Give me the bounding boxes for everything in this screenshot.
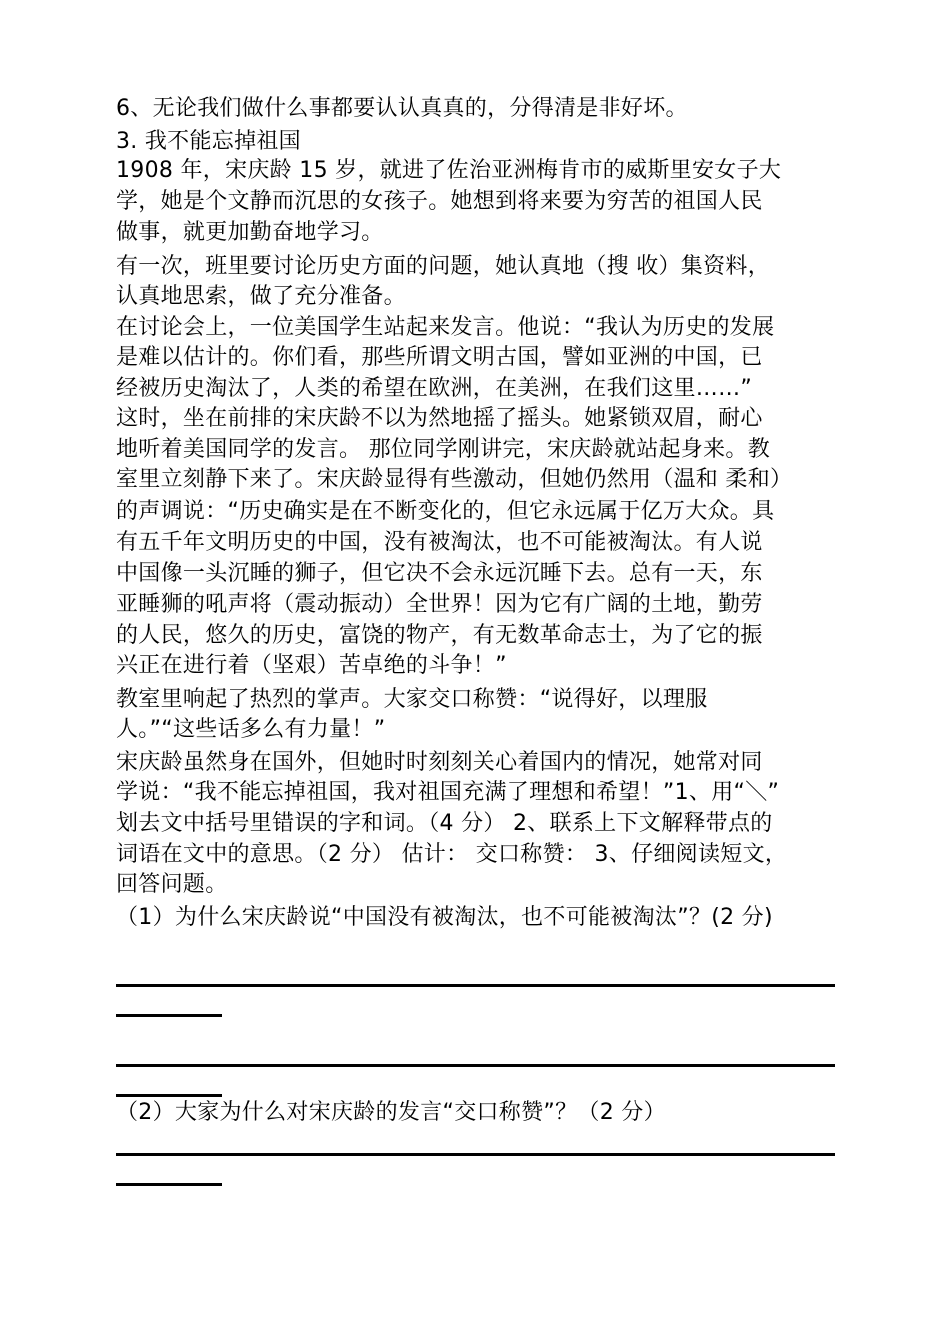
- text-line: 是难以估计的。你们看，那些所谓文明古国，譬如亚洲的中国，已: [116, 345, 763, 370]
- text-line: 学说：“我不能忘掉祖国，我对祖国充满了理想和希望！”1、用“＼”: [116, 780, 780, 805]
- text-line: 中国像一头沉睡的狮子，但它决不会永远沉睡下去。总有一天，东: [116, 561, 763, 586]
- text-line: 做事，就更加勤奋地学习。: [116, 220, 384, 245]
- text-line: 有一次，班里要讨论历史方面的问题，她认真地（搜 收）集资料，: [116, 254, 770, 279]
- text-line: 室里立刻静下来了。宋庆龄显得有些激动，但她仍然用（温和 柔和）: [116, 467, 793, 492]
- text-line: 划去文中括号里错误的字和词。（4 分） 2、联系上下文解释带点的: [116, 811, 773, 836]
- text-line: 的声调说：“历史确实是在不断变化的，但它永远属于亿万大众。具: [116, 499, 775, 524]
- text-line: 的人民，悠久的历史，富饶的物产，有无数革命志士，为了它的振: [116, 623, 763, 648]
- text-line: 兴正在进行着（坚艰）苦卓绝的斗争！”: [116, 653, 507, 678]
- text-line: 经被历史淘汰了，人类的希望在欧洲，在美洲，在我们这里……”: [116, 376, 753, 401]
- text-line: 1908 年，宋庆龄 15 岁，就进了佐治亚洲梅肯市的威斯里安女子大: [116, 158, 782, 183]
- answer-line: [116, 1064, 835, 1067]
- text-line: 认真地思索，做了充分准备。: [116, 284, 406, 309]
- answer-line: [116, 1094, 222, 1097]
- question-1: （1）为什么宋庆龄说“中国没有被淘汰，也不可能被淘汰”？(2 分): [116, 905, 773, 930]
- text-line: 教室里响起了热烈的掌声。大家交口称赞：“说得好，以理服: [116, 687, 708, 712]
- text-line: 亚睡狮的吼声将（震动振动）全世界！因为它有广阔的土地，勤劳: [116, 592, 763, 617]
- section-title: 3. 我不能忘掉祖国: [116, 129, 301, 154]
- question-2: （2）大家为什么对宋庆龄的发言“交口称赞”？（2 分）: [116, 1100, 666, 1125]
- text-line: 这时，坐在前排的宋庆龄不以为然地摇了摇头。她紧锁双眉，耐心: [116, 406, 763, 431]
- text-line: 学，她是个文静而沉思的女孩子。她想到将来要为穷苦的祖国人民: [116, 189, 763, 214]
- text-line: 6、无论我们做什么事都要认认真真的，分得清是非好坏。: [116, 96, 688, 121]
- answer-line: [116, 984, 835, 987]
- answer-line: [116, 1153, 835, 1156]
- text-line: 有五千年文明历史的中国，没有被淘汰，也不可能被淘汰。有人说: [116, 530, 763, 555]
- text-line: 人。”“这些话多么有力量！”: [116, 717, 386, 742]
- answer-line: [116, 1183, 222, 1186]
- text-line: 宋庆龄虽然身在国外，但她时时刻刻关心着国内的情况，她常对同: [116, 750, 763, 775]
- text-line: 词语在文中的意思。（2 分） 估计： 交口称赞： 3、仔细阅读短文，: [116, 842, 788, 867]
- text-line: 回答问题。: [116, 872, 228, 897]
- answer-line: [116, 1014, 222, 1017]
- text-line: 地听着美国同学的发言。 那位同学刚讲完，宋庆龄就站起身来。教: [116, 437, 770, 462]
- text-line: 在讨论会上，一位美国学生站起来发言。他说：“我认为历史的发展: [116, 315, 775, 340]
